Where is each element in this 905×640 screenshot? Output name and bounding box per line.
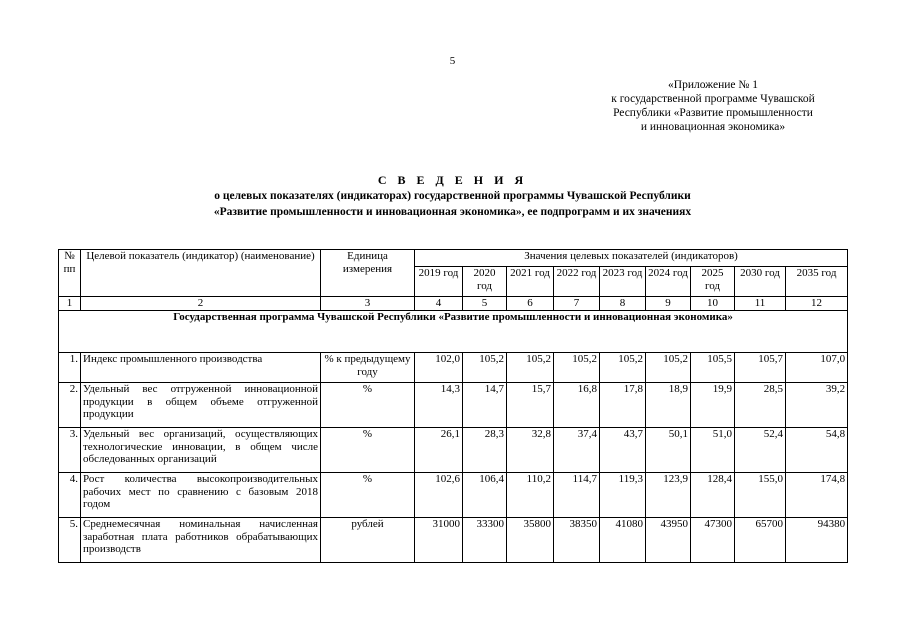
indicator-value: 51,0 bbox=[691, 428, 735, 473]
unit: % к предыдущему году bbox=[321, 353, 415, 383]
header-year: 2019 год bbox=[415, 267, 463, 297]
unit: % bbox=[321, 428, 415, 473]
column-index: 1 bbox=[59, 297, 81, 311]
indicator-value: 39,2 bbox=[786, 383, 848, 428]
indicator-value: 106,4 bbox=[463, 473, 507, 518]
column-index: 5 bbox=[463, 297, 507, 311]
indicator-name: Удельный вес отгруженной инновационной продукции в общем объеме отгруженной продукции bbox=[81, 383, 321, 428]
column-index: 4 bbox=[415, 297, 463, 311]
indicator-value: 105,2 bbox=[646, 353, 691, 383]
row-number: 5. bbox=[59, 518, 81, 563]
header-year: 2021 год bbox=[507, 267, 554, 297]
header-year: 2030 год bbox=[735, 267, 786, 297]
column-index: 9 bbox=[646, 297, 691, 311]
column-index: 8 bbox=[600, 297, 646, 311]
indicator-name: Среднемесячная номинальная начисленная заработная плата работников обрабатывающих производств bbox=[81, 518, 321, 563]
header-values: Значения целевых показателей (индикаторов) bbox=[415, 250, 848, 267]
indicator-value: 94380 bbox=[786, 518, 848, 563]
header-number: № пп bbox=[59, 250, 81, 297]
indicator-name: Рост количества высокопроизводительных рабочих мест по сравнению с базовым 2018 годом bbox=[81, 473, 321, 518]
indicator-value: 14,7 bbox=[463, 383, 507, 428]
appendix-line: «Приложение № 1 bbox=[668, 79, 758, 91]
indicator-value: 105,2 bbox=[554, 353, 600, 383]
indicator-value: 105,2 bbox=[600, 353, 646, 383]
indicator-value: 41080 bbox=[600, 518, 646, 563]
indicator-value: 31000 bbox=[415, 518, 463, 563]
column-index: 7 bbox=[554, 297, 600, 311]
row-number: 1. bbox=[59, 353, 81, 383]
indicator-value: 52,4 bbox=[735, 428, 786, 473]
unit: % bbox=[321, 473, 415, 518]
indicator-value: 15,7 bbox=[507, 383, 554, 428]
row-number: 3. bbox=[59, 428, 81, 473]
document-subtitle: о целевых показателях (индикаторах) государственной программы Чувашской Республики bbox=[214, 190, 691, 202]
row-number: 4. bbox=[59, 473, 81, 518]
indicator-value: 102,0 bbox=[415, 353, 463, 383]
indicator-value: 43950 bbox=[646, 518, 691, 563]
table-row bbox=[59, 353, 848, 383]
header-year: 2024 год bbox=[646, 267, 691, 297]
appendix-line: и инновационная экономика» bbox=[640, 121, 786, 133]
header-year: 2025 год bbox=[691, 267, 735, 297]
indicator-value: 114,7 bbox=[554, 473, 600, 518]
row-number: 2. bbox=[59, 383, 81, 428]
indicator-value: 33300 bbox=[463, 518, 507, 563]
indicator-name: Удельный вес организаций, осуществляющих технологические инновации, в общем числе обследованных организаций bbox=[81, 428, 321, 473]
indicator-value: 35800 bbox=[507, 518, 554, 563]
header-year: 2020 год bbox=[463, 267, 507, 297]
indicator-value: 14,3 bbox=[415, 383, 463, 428]
indicator-value: 54,8 bbox=[786, 428, 848, 473]
table-row bbox=[59, 428, 848, 473]
indicator-value: 47300 bbox=[691, 518, 735, 563]
header-year: 2022 год bbox=[554, 267, 600, 297]
appendix-note bbox=[583, 78, 843, 134]
header-year: 2023 год bbox=[600, 267, 646, 297]
table-row bbox=[59, 383, 848, 428]
indicator-value: 38350 bbox=[554, 518, 600, 563]
indicator-value: 107,0 bbox=[786, 353, 848, 383]
header-indicator: Целевой показатель (индикатор) (наименование) bbox=[81, 250, 321, 297]
header-unit: Единица измерения bbox=[321, 250, 415, 297]
indicator-value: 105,5 bbox=[691, 353, 735, 383]
indicator-value: 128,4 bbox=[691, 473, 735, 518]
appendix-line: к государственной программе Чувашской bbox=[611, 93, 815, 105]
column-index: 10 bbox=[691, 297, 735, 311]
header-year: 2035 год bbox=[786, 267, 848, 297]
indicator-value: 105,2 bbox=[507, 353, 554, 383]
appendix-line: Республики «Развитие промышленности bbox=[613, 107, 813, 119]
indicator-name: Индекс промышленного производства bbox=[81, 353, 321, 383]
table-row bbox=[59, 518, 848, 563]
column-index: 3 bbox=[321, 297, 415, 311]
document-title: С В Е Д Е Н И Я bbox=[377, 173, 528, 187]
indicator-value: 19,9 bbox=[691, 383, 735, 428]
page-number: 5 bbox=[449, 55, 456, 67]
table-row bbox=[59, 473, 848, 518]
indicator-value: 37,4 bbox=[554, 428, 600, 473]
column-index: 12 bbox=[786, 297, 848, 311]
column-index: 2 bbox=[81, 297, 321, 311]
indicator-value: 26,1 bbox=[415, 428, 463, 473]
indicators-table bbox=[58, 249, 848, 563]
indicator-value: 174,8 bbox=[786, 473, 848, 518]
indicator-value: 110,2 bbox=[507, 473, 554, 518]
indicator-value: 17,8 bbox=[600, 383, 646, 428]
column-index: 6 bbox=[507, 297, 554, 311]
section-title: Государственная программа Чувашской Республики «Развитие промышленности и инновационная экономика» bbox=[59, 311, 848, 353]
indicator-value: 50,1 bbox=[646, 428, 691, 473]
indicator-value: 43,7 bbox=[600, 428, 646, 473]
unit: % bbox=[321, 383, 415, 428]
indicator-value: 105,7 bbox=[735, 353, 786, 383]
indicator-value: 28,3 bbox=[463, 428, 507, 473]
indicator-value: 65700 bbox=[735, 518, 786, 563]
indicator-value: 28,5 bbox=[735, 383, 786, 428]
indicator-value: 119,3 bbox=[600, 473, 646, 518]
indicator-value: 105,2 bbox=[463, 353, 507, 383]
indicator-value: 32,8 bbox=[507, 428, 554, 473]
indicator-value: 16,8 bbox=[554, 383, 600, 428]
unit: рублей bbox=[321, 518, 415, 563]
indicator-value: 18,9 bbox=[646, 383, 691, 428]
indicator-value: 123,9 bbox=[646, 473, 691, 518]
indicator-value: 102,6 bbox=[415, 473, 463, 518]
document-subtitle: «Развитие промышленности и инновационная экономика», ее подпрограмм и их значениях bbox=[213, 206, 692, 218]
indicator-value: 155,0 bbox=[735, 473, 786, 518]
column-index: 11 bbox=[735, 297, 786, 311]
